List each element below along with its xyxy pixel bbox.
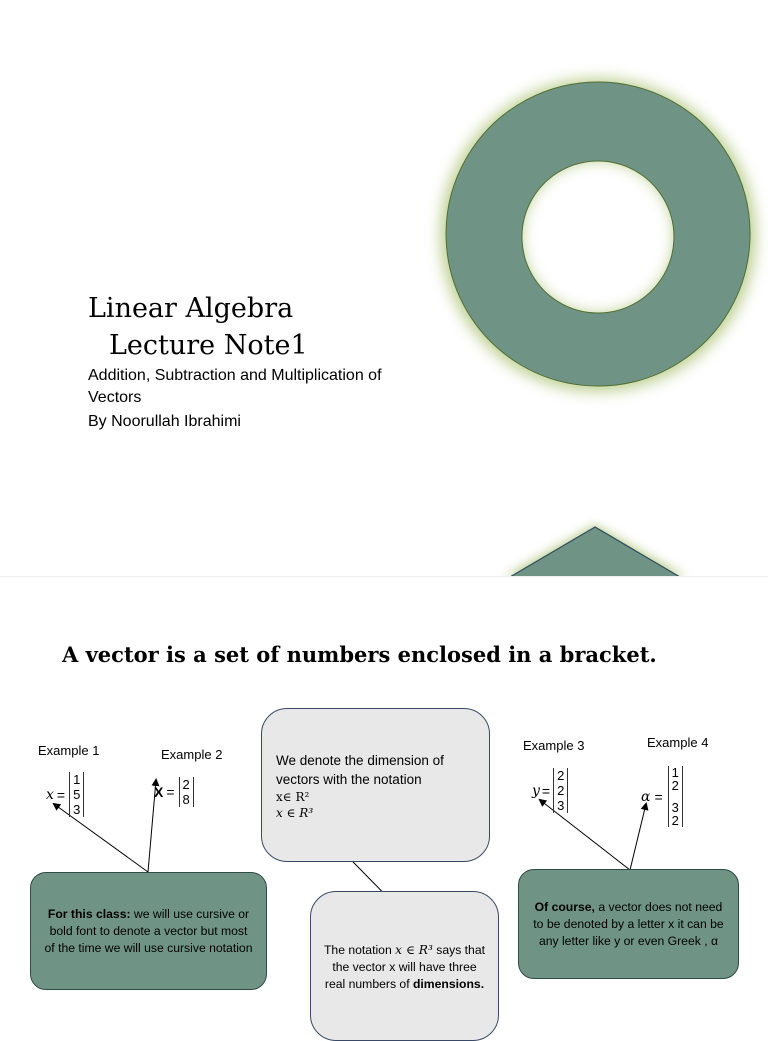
any-letter-box (518, 869, 739, 979)
vector-entry: 1 (73, 772, 81, 787)
vector-entry: 2 (557, 783, 565, 798)
dimension-r3-notation: x ∈ R³ (276, 806, 314, 820)
example-3-vector (532, 768, 568, 813)
vector-entry: 3 (557, 798, 565, 813)
cover-subtitle-line2: Vectors (88, 389, 142, 406)
vector-entry: 2 (182, 777, 190, 792)
equals-sign: = (56, 786, 66, 803)
vector-bracket (69, 772, 84, 817)
example-2-label: Example 2 (161, 747, 223, 762)
vector-bracket (179, 777, 194, 807)
dimension-r2-notation: x∈ R² (276, 790, 310, 804)
dimension-text-line1: We denote the dimension of (276, 753, 444, 768)
example-1-variable: x (46, 786, 54, 803)
class-convention-box (30, 872, 267, 990)
example-1-label: Example 1 (38, 743, 100, 758)
any-letter-text: a vector does not need to be denoted by a letter x it can be any letter like y or even Greek , α (533, 899, 724, 948)
example-4-vector (641, 766, 683, 827)
class-convention-bold: For this class: (47, 906, 131, 921)
donut-shape (420, 60, 768, 412)
vector-bracket (553, 768, 568, 813)
vector-entry: 5 (73, 787, 81, 802)
cover-subtitle: Addition, Subtraction and Multiplication of (88, 367, 382, 384)
equals-sign: = (654, 788, 663, 805)
example-4-variable: α (641, 788, 651, 805)
cover-author: By Noorullah Ibrahimi (88, 413, 241, 430)
cover-title-line2: Lecture Note1 (109, 330, 308, 361)
vector-entry: 2 (671, 778, 679, 793)
vector-entry: 8 (182, 792, 190, 807)
example-2-vector (154, 777, 194, 807)
example-4-label: Example 4 (647, 735, 709, 750)
example-3-variable: y (532, 782, 540, 799)
notation-explanation-box (310, 891, 499, 1041)
any-letter-bold: Of course, (534, 899, 595, 914)
dimension-text-line2: vectors with the notation (276, 772, 422, 787)
example-3-label: Example 3 (523, 738, 585, 753)
page-divider (0, 576, 768, 577)
vector-entry: 2 (557, 768, 565, 783)
notation-text-mid: says that the vector x will have three real numbers of (324, 943, 486, 991)
vector-entry: 1 (671, 765, 679, 780)
vector-entry: 3 (73, 802, 81, 817)
notation-math: x ∈ R³ (395, 943, 433, 957)
cover-title: Linear Algebra (88, 293, 294, 324)
notation-text-pre: The notation (323, 943, 396, 957)
vector-entry: 3 (671, 800, 679, 815)
equals-sign: = (541, 782, 551, 799)
vector-entry: 2 (671, 813, 679, 828)
vector-bracket (668, 766, 683, 827)
example-1-vector (46, 772, 84, 817)
class-convention-text: we will use cursive or bold font to denote a vector but most of the time we will use cursive notation (44, 906, 253, 955)
vector-definition-heading: A vector is a set of numbers enclosed in a bracket. (62, 642, 657, 667)
dimension-notation-box (261, 708, 490, 862)
equals-sign: = (166, 784, 175, 800)
notation-text-bold: dimensions. (412, 977, 485, 991)
triangle-shape (480, 505, 710, 577)
example-2-variable: X (154, 784, 164, 800)
